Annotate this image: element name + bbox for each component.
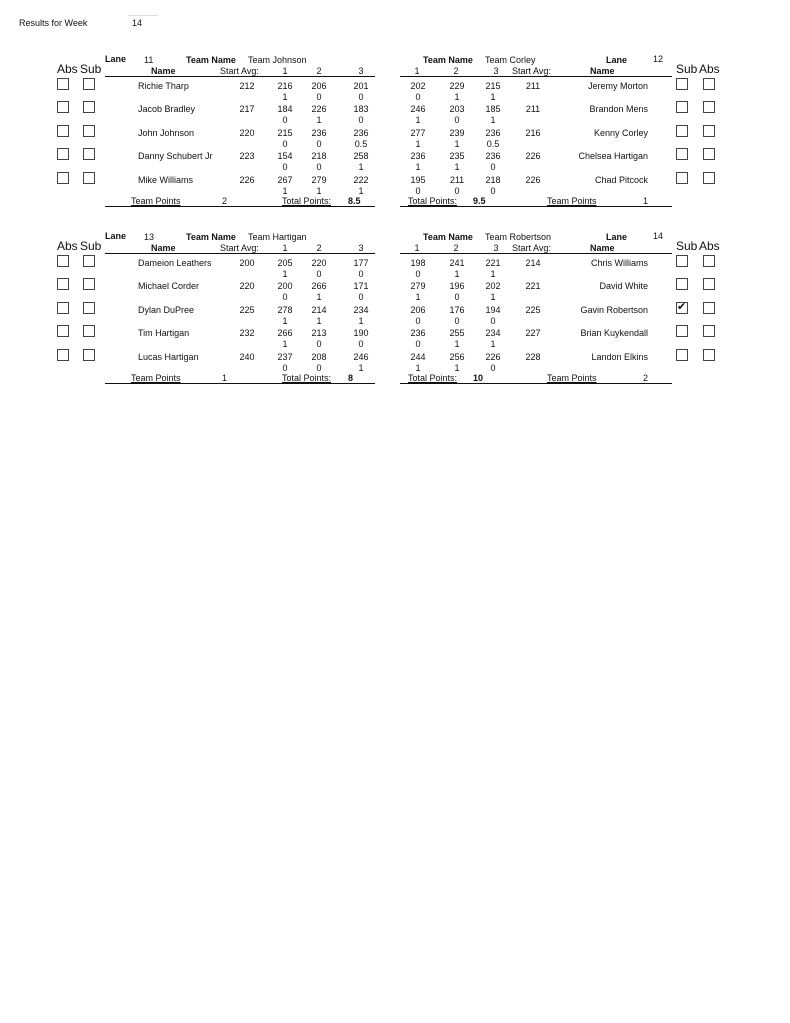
game1-points: 0 [282, 162, 288, 173]
player-name: Brian Kuykendall [580, 328, 648, 339]
header-rule [105, 76, 375, 77]
game1-points: 1 [415, 362, 421, 373]
start-avg: 228 [525, 351, 541, 362]
player-name: Mike Williams [138, 174, 193, 185]
game1-points: 0 [282, 292, 288, 303]
abs-checkbox[interactable] [57, 172, 69, 184]
start-avg: 226 [525, 151, 541, 162]
game3-points: 1 [490, 292, 496, 303]
team-name: Team Hartigan [248, 232, 307, 242]
start-avg: 227 [525, 328, 541, 339]
sub-header: Sub [676, 239, 698, 253]
game1-header: 1 [282, 66, 288, 76]
name-header: Name [151, 243, 176, 253]
total-points-value: 8.5 [348, 196, 361, 206]
player-name: Richie Tharp [138, 81, 189, 91]
player-name: David White [599, 281, 648, 292]
game1-score: 200 [277, 281, 293, 292]
name-header: Name [151, 66, 176, 76]
game1-points: 0 [415, 315, 421, 326]
game2-score: 214 [311, 304, 327, 315]
game2-points: 0 [316, 92, 322, 102]
abs-header: Abs [57, 62, 78, 76]
lane-label: Lane [105, 54, 127, 64]
game2-points: 1 [454, 269, 460, 279]
game2-points: 1 [316, 292, 322, 303]
game3-score: 236 [485, 127, 501, 138]
game1-score: 236 [410, 328, 426, 339]
start-avg: 220 [239, 127, 255, 138]
player-name: Lucas Hartigan [138, 351, 199, 362]
start-avg-header: Start Avg: [220, 243, 259, 253]
game1-points: 0 [282, 362, 288, 373]
name-header: Name [590, 243, 615, 253]
sub-checkbox[interactable] [676, 101, 688, 113]
game2-score: 229 [449, 81, 465, 91]
game2-points: 1 [316, 115, 322, 126]
sub-header: Sub [80, 239, 102, 253]
start-avg: 217 [239, 104, 255, 115]
game1-points: 1 [415, 292, 421, 303]
game3-points: 0 [358, 115, 364, 126]
player-name: Dameion Leathers [138, 258, 212, 268]
sub-checkbox[interactable] [83, 101, 95, 113]
game2-points: 0 [316, 138, 322, 149]
game1-header: 1 [414, 243, 420, 253]
team-points-value: 2 [643, 373, 649, 383]
game2-score: 266 [311, 281, 327, 292]
abs-checkbox[interactable] [57, 148, 69, 160]
start-avg: 226 [525, 174, 541, 185]
start-avg: 220 [239, 281, 255, 292]
sub-checkbox[interactable] [83, 148, 95, 160]
sub-checkbox[interactable] [83, 278, 95, 290]
player-name: Tim Hartigan [138, 328, 190, 339]
game2-score: 241 [449, 258, 465, 268]
game2-points: 1 [316, 185, 322, 196]
game3-points: 0 [490, 185, 496, 196]
start-avg: 200 [239, 258, 255, 268]
lane-number: 13 [144, 232, 155, 242]
game1-score: 202 [410, 81, 426, 91]
game3-score: 194 [485, 304, 501, 315]
game1-header: 1 [282, 243, 288, 253]
game1-points: 0 [415, 185, 421, 196]
game2-score: 218 [311, 151, 327, 162]
player-name: Landon Elkins [591, 351, 648, 362]
game1-points: 0 [282, 138, 288, 149]
game3-points: 1 [490, 92, 496, 102]
abs-checkbox[interactable] [57, 255, 69, 267]
game2-points: 1 [454, 362, 460, 373]
team-points-value: 2 [222, 196, 228, 206]
game1-score: 246 [410, 104, 426, 115]
total-points-value: 10 [473, 373, 484, 383]
game1-score: 277 [410, 127, 426, 138]
game1-score: 244 [410, 351, 426, 362]
game3-score: 222 [353, 174, 369, 185]
player-name: Chad Pitcock [594, 174, 648, 185]
game1-score: 279 [410, 281, 426, 292]
game1-score: 266 [277, 328, 293, 339]
game2-header: 2 [316, 66, 322, 76]
game3-score: 183 [353, 104, 369, 115]
abs-checkbox[interactable] [703, 125, 715, 137]
sub-checkbox[interactable] [83, 78, 95, 90]
start-avg: 216 [525, 127, 541, 138]
game3-header: 3 [493, 66, 499, 76]
start-avg: 211 [525, 104, 541, 115]
game2-points: 1 [454, 92, 460, 102]
game2-points: 0 [454, 115, 460, 126]
game3-score: 218 [485, 174, 501, 185]
abs-checkbox[interactable] [57, 278, 69, 290]
game3-score: 226 [485, 351, 501, 362]
game1-points: 0 [415, 269, 421, 279]
start-avg-header: Start Avg: [220, 66, 259, 76]
game3-score: 258 [353, 151, 369, 162]
abs-checkbox[interactable] [57, 349, 69, 361]
game3-points: 0 [490, 362, 496, 373]
game2-points: 0 [454, 185, 460, 196]
abs-checkbox[interactable] [703, 255, 715, 267]
team-points-label: Team Points [547, 373, 597, 383]
game1-score: 198 [410, 258, 426, 268]
sub-checkbox[interactable] [676, 349, 688, 361]
game3-header: 3 [358, 243, 364, 253]
footer-rule [400, 383, 672, 384]
game3-score: 246 [353, 351, 369, 362]
game1-score: 184 [277, 104, 293, 115]
start-avg: 221 [525, 281, 541, 292]
game3-points: 1 [490, 269, 496, 279]
game1-score: 278 [277, 304, 293, 315]
sub-header: Sub [80, 62, 102, 76]
player-name: Brandon Mens [589, 104, 648, 115]
abs-checkbox[interactable] [703, 302, 715, 314]
footer-rule [105, 383, 375, 384]
game2-header: 2 [453, 66, 459, 76]
game3-points: 1 [358, 185, 364, 196]
team-points-label: Team Points [131, 373, 181, 383]
player-name: Jacob Bradley [138, 104, 196, 115]
header-rule [400, 253, 672, 254]
header-rule [400, 76, 672, 77]
game2-score: 211 [449, 174, 465, 185]
game2-score: 236 [311, 127, 327, 138]
game3-points: 0.5 [354, 138, 368, 149]
abs-checkbox[interactable] [703, 349, 715, 361]
game2-score: 196 [449, 281, 465, 292]
player-name: Chris Williams [591, 258, 648, 268]
sub-checkbox[interactable] [676, 172, 688, 184]
game3-score: 202 [485, 281, 501, 292]
game2-score: 239 [449, 127, 465, 138]
sub-checkbox[interactable] [83, 172, 95, 184]
game3-points: 0 [490, 315, 496, 326]
total-points-value: 8 [348, 373, 354, 383]
abs-checkbox[interactable] [57, 125, 69, 137]
start-avg-header: Start Avg: [512, 243, 551, 253]
game3-score: 215 [485, 81, 501, 91]
game2-score: 226 [311, 104, 327, 115]
game3-points: 0 [358, 292, 364, 303]
game2-points: 1 [454, 162, 460, 173]
lane-label: Lane [606, 232, 628, 242]
total-points-label: Total Points: [282, 196, 332, 206]
game2-points: 1 [316, 315, 322, 326]
game3-score: 234 [353, 304, 369, 315]
game3-score: 171 [353, 281, 369, 292]
game2-score: 220 [311, 258, 327, 268]
game3-score: 236 [485, 151, 501, 162]
abs-checkbox[interactable] [703, 278, 715, 290]
abs-checkbox[interactable] [703, 101, 715, 113]
sub-checkbox[interactable] [83, 255, 95, 267]
game3-points: 1 [490, 339, 496, 350]
team-name-label: Team Name [186, 232, 236, 242]
abs-checkbox[interactable] [57, 302, 69, 314]
game1-points: 1 [415, 162, 421, 173]
game1-points: 1 [282, 269, 288, 279]
game1-score: 154 [277, 151, 293, 162]
game3-score: 234 [485, 328, 501, 339]
sub-checkbox[interactable] [676, 148, 688, 160]
total-points-value: 9.5 [473, 196, 486, 206]
game2-header: 2 [453, 243, 459, 253]
abs-header: Abs [699, 239, 720, 253]
game3-score: 236 [353, 127, 369, 138]
game2-points: 1 [454, 138, 460, 149]
name-header: Name [590, 66, 615, 76]
lane-number: 12 [653, 54, 664, 64]
team-name: Team Johnson [248, 55, 307, 65]
abs-checkbox[interactable] [703, 78, 715, 90]
game3-header: 3 [358, 66, 364, 76]
start-avg: 225 [525, 304, 541, 315]
sub-checkbox[interactable] [676, 278, 688, 290]
player-name: Gavin Robertson [580, 304, 648, 315]
game1-points: 1 [282, 92, 288, 102]
start-avg: 223 [239, 151, 255, 162]
game2-points: 0 [316, 362, 322, 373]
sub-checkbox[interactable] [83, 325, 95, 337]
sub-checkbox[interactable] [676, 78, 688, 90]
start-avg: 212 [239, 81, 255, 91]
game1-score: 206 [410, 304, 426, 315]
lane-label: Lane [606, 55, 628, 65]
footer-rule [105, 206, 375, 207]
start-avg: 232 [239, 328, 255, 339]
game2-score: 256 [449, 351, 465, 362]
start-avg-header: Start Avg: [512, 66, 551, 76]
team-name-label: Team Name [186, 55, 236, 65]
player-name: Chelsea Hartigan [578, 151, 648, 162]
game1-points: 1 [415, 115, 421, 126]
abs-checkbox[interactable] [703, 148, 715, 160]
abs-checkbox[interactable] [703, 172, 715, 184]
sub-checkbox[interactable] [83, 125, 95, 137]
results-label: Results for Week [19, 18, 88, 28]
game3-score: 185 [485, 104, 501, 115]
game1-score: 267 [277, 174, 293, 185]
game1-header: 1 [414, 66, 420, 76]
game3-score: 177 [353, 258, 369, 268]
sub-checkbox[interactable] [83, 349, 95, 361]
game1-score: 237 [277, 351, 293, 362]
player-name: Dylan DuPree [138, 304, 195, 315]
game3-points: 1 [358, 362, 364, 373]
player-name: Kenny Corley [593, 127, 648, 138]
game3-score: 201 [353, 81, 369, 91]
lane-label: Lane [105, 231, 127, 241]
game3-points: 1 [358, 315, 364, 326]
game3-points: 0 [358, 92, 364, 102]
game2-score: 235 [449, 151, 465, 162]
game2-points: 0 [454, 292, 460, 303]
game1-points: 1 [415, 138, 421, 149]
game2-score: 255 [449, 328, 465, 339]
game1-points: 0 [415, 339, 421, 350]
game2-points: 0 [316, 339, 322, 350]
game1-points: 1 [282, 339, 288, 350]
abs-checkbox[interactable] [57, 78, 69, 90]
team-name: Team Corley [485, 55, 536, 65]
game2-score: 176 [449, 304, 465, 315]
player-name: Jeremy Morton [587, 81, 648, 91]
game2-points: 0 [316, 269, 322, 279]
game2-header: 2 [316, 243, 322, 253]
game2-score: 279 [311, 174, 327, 185]
start-avg: 225 [239, 304, 255, 315]
game1-score: 236 [410, 151, 426, 162]
team-points-label: Team Points [131, 196, 181, 206]
sub-checkbox[interactable] [676, 125, 688, 137]
game3-score: 190 [353, 328, 369, 339]
game3-points: 0 [358, 269, 364, 279]
abs-checkbox[interactable] [57, 325, 69, 337]
player-name: John Johnson [138, 127, 195, 138]
game2-score: 208 [311, 351, 327, 362]
team-points-value: 1 [222, 373, 228, 383]
game2-points: 0 [316, 162, 322, 173]
total-points-label: Total Points: [282, 373, 332, 383]
lane-number: 11 [144, 55, 154, 65]
player-name: Michael Corder [138, 281, 200, 292]
game2-score: 213 [311, 328, 327, 339]
total-points-label: Total Points: [408, 196, 458, 206]
game1-score: 216 [277, 81, 293, 91]
game3-points: 1 [490, 115, 496, 126]
game2-score: 203 [449, 104, 465, 115]
footer-rule [400, 206, 672, 207]
player-name: Danny Schubert Jr [138, 151, 213, 162]
game1-score: 195 [410, 174, 426, 185]
game1-points: 0 [415, 92, 421, 102]
sub-header: Sub [676, 62, 698, 76]
abs-checkbox[interactable] [57, 101, 69, 113]
team-name-label: Team Name [423, 232, 473, 242]
sub-checkbox[interactable] [83, 302, 95, 314]
abs-header: Abs [699, 62, 720, 76]
game1-score: 205 [277, 258, 293, 268]
lane-number: 14 [653, 231, 664, 241]
game3-points: 0.5 [486, 138, 500, 149]
start-avg: 226 [239, 174, 255, 185]
total-points-label: Total Points: [408, 373, 458, 383]
start-avg: 214 [525, 258, 541, 268]
game3-points: 0 [490, 162, 496, 173]
start-avg: 211 [525, 81, 541, 91]
sub-checkbox[interactable] [676, 255, 688, 267]
game2-points: 0 [454, 315, 460, 326]
team-points-label: Team Points [547, 196, 597, 206]
week-number: 14 [132, 18, 143, 28]
game1-points: 0 [282, 115, 288, 126]
game3-points: 1 [358, 162, 364, 173]
sub-checkbox[interactable] [676, 302, 688, 314]
abs-checkbox[interactable] [703, 325, 715, 337]
game2-points: 1 [454, 339, 460, 350]
header-rule [105, 253, 375, 254]
abs-header: Abs [57, 239, 78, 253]
game3-header: 3 [493, 243, 499, 253]
sub-checkbox[interactable] [676, 325, 688, 337]
team-name: Team Robertson [485, 232, 552, 242]
team-points-value: 1 [643, 196, 649, 206]
game1-points: 1 [282, 315, 288, 326]
game1-points: 1 [282, 185, 288, 196]
game1-score: 215 [277, 127, 293, 138]
game3-points: 0 [358, 339, 364, 350]
game3-score: 221 [485, 258, 501, 268]
team-name-label: Team Name [423, 55, 473, 65]
start-avg: 240 [239, 351, 255, 362]
game2-score: 206 [311, 81, 327, 91]
